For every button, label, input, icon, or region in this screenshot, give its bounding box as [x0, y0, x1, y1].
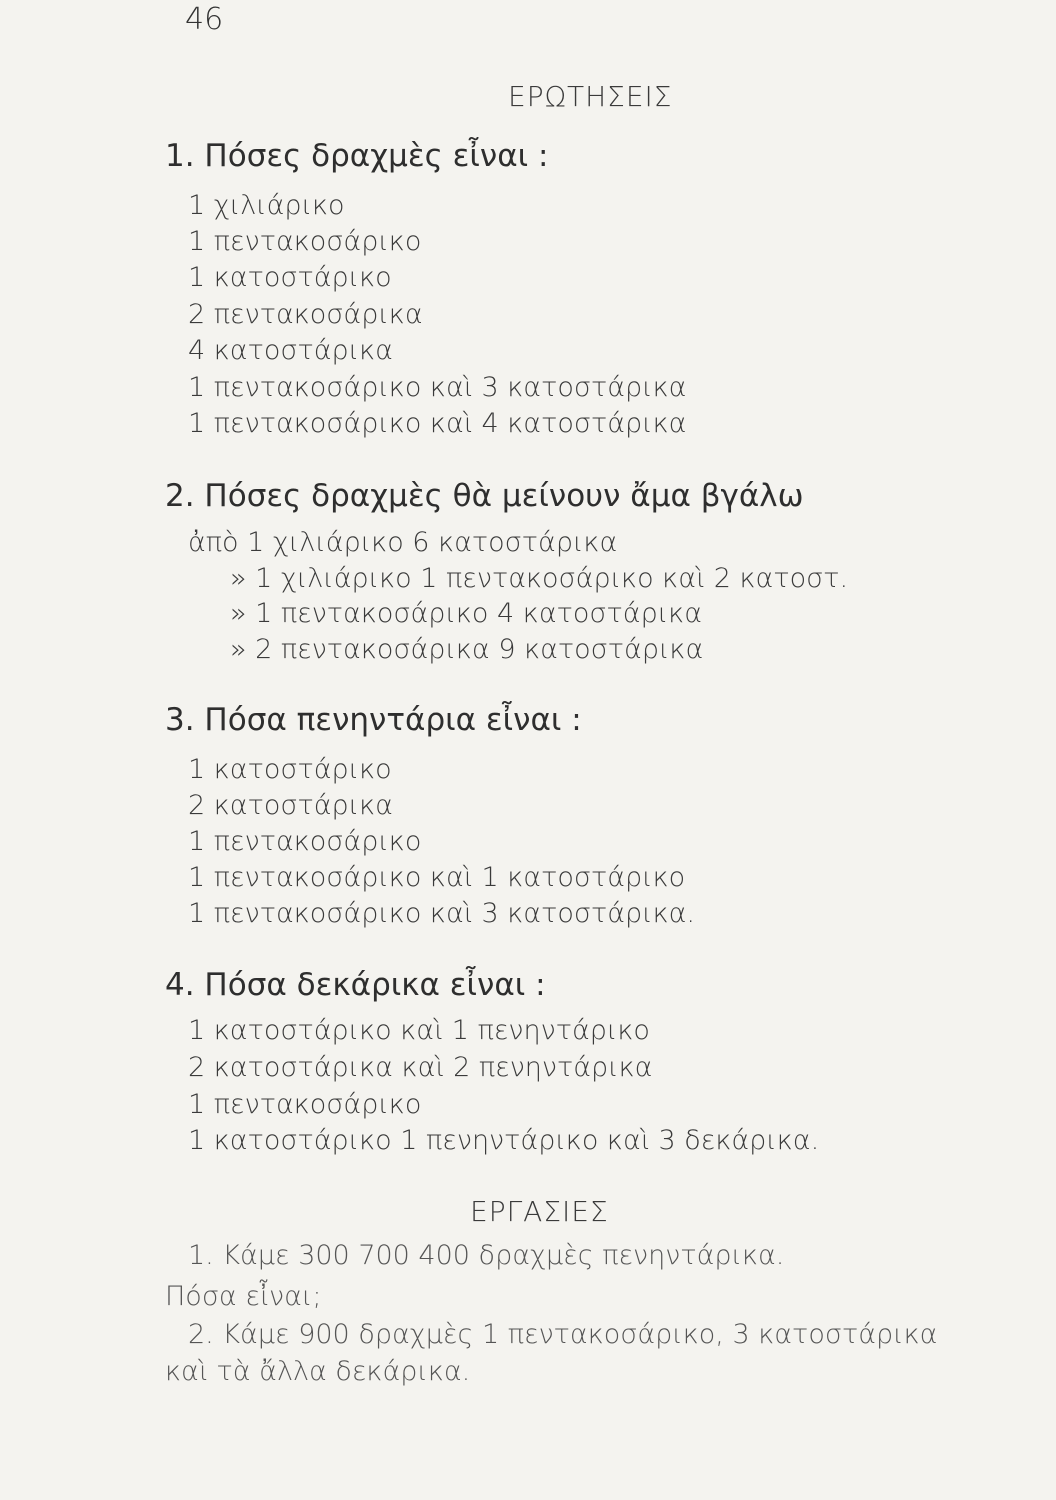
task-line: Πόσα εἶναι;	[165, 1281, 322, 1312]
question-3-title: 3. Πόσα πενηντάρια εἶναι :	[165, 702, 582, 738]
question-3-item: 2 κατοστάρικα	[188, 790, 393, 821]
question-1-item: 1 πεντακοσάρικο	[188, 226, 422, 257]
question-4-item: 2 κατοστάρικα καὶ 2 πενηντάρικα	[188, 1052, 653, 1083]
question-4-item: 1 πεντακοσάρικο	[188, 1089, 422, 1120]
question-1-item: 1 κατοστάρικο	[188, 262, 392, 293]
question-3-item: 1 πεντακοσάρικο καὶ 3 κατοστάρικα.	[188, 898, 696, 929]
question-1-item: 1 πεντακοσάρικο καὶ 4 κατοστάρικα	[188, 408, 687, 439]
questions-heading: ΕΡΩΤΗΣΕΙΣ	[508, 80, 673, 113]
question-2-item: ἀπὸ 1 χιλιάρικο 6 κατοστάρικα	[188, 527, 618, 558]
task-line: 2. Κάμε 900 δραχμὲς 1 πεντακοσάρικο, 3 κατοστάρικα	[188, 1319, 938, 1350]
question-1-item: 1 χιλιάρικο	[188, 190, 345, 221]
question-1-item: 2 πεντακοσάρικα	[188, 299, 423, 330]
question-3-item: 1 κατοστάρικο	[188, 754, 392, 785]
question-2-item: » 1 πεντακοσάρικο 4 κατοστάρικα	[230, 598, 702, 629]
question-1-item: 1 πεντακοσάρικο καὶ 3 κατοστάρικα	[188, 372, 687, 403]
question-4-title: 4. Πόσα δεκάρικα εἶναι :	[165, 967, 546, 1003]
question-3-item: 1 πεντακοσάρικο καὶ 1 κατοστάρικο	[188, 862, 686, 893]
question-1-title: 1. Πόσες δραχμὲς εἶναι :	[165, 138, 549, 174]
question-2-item: » 1 χιλιάρικο 1 πεντακοσάρικο καὶ 2 κατοστ.	[230, 563, 849, 594]
question-2-item: » 2 πεντακοσάρικα 9 κατοστάρικα	[230, 634, 704, 665]
question-1-item: 4 κατοστάρικα	[188, 335, 393, 366]
page-number: 46	[185, 2, 224, 37]
question-4-item: 1 κατοστάρικο 1 πενηντάρικο καὶ 3 δεκάρικα.	[188, 1125, 820, 1156]
question-2-title: 2. Πόσες δραχμὲς θὰ μείνουν ἄμα βγάλω	[165, 478, 804, 514]
tasks-heading: ΕΡΓΑΣΙΕΣ	[470, 1195, 609, 1228]
question-4-item: 1 κατοστάρικο καὶ 1 πενηντάρικο	[188, 1015, 650, 1046]
task-line: καὶ τὰ ἄλλα δεκάρικα.	[165, 1356, 471, 1387]
task-line: 1. Κάμε 300 700 400 δραχμὲς πενηντάρικα.	[188, 1240, 785, 1271]
question-3-item: 1 πεντακοσάρικο	[188, 826, 422, 857]
